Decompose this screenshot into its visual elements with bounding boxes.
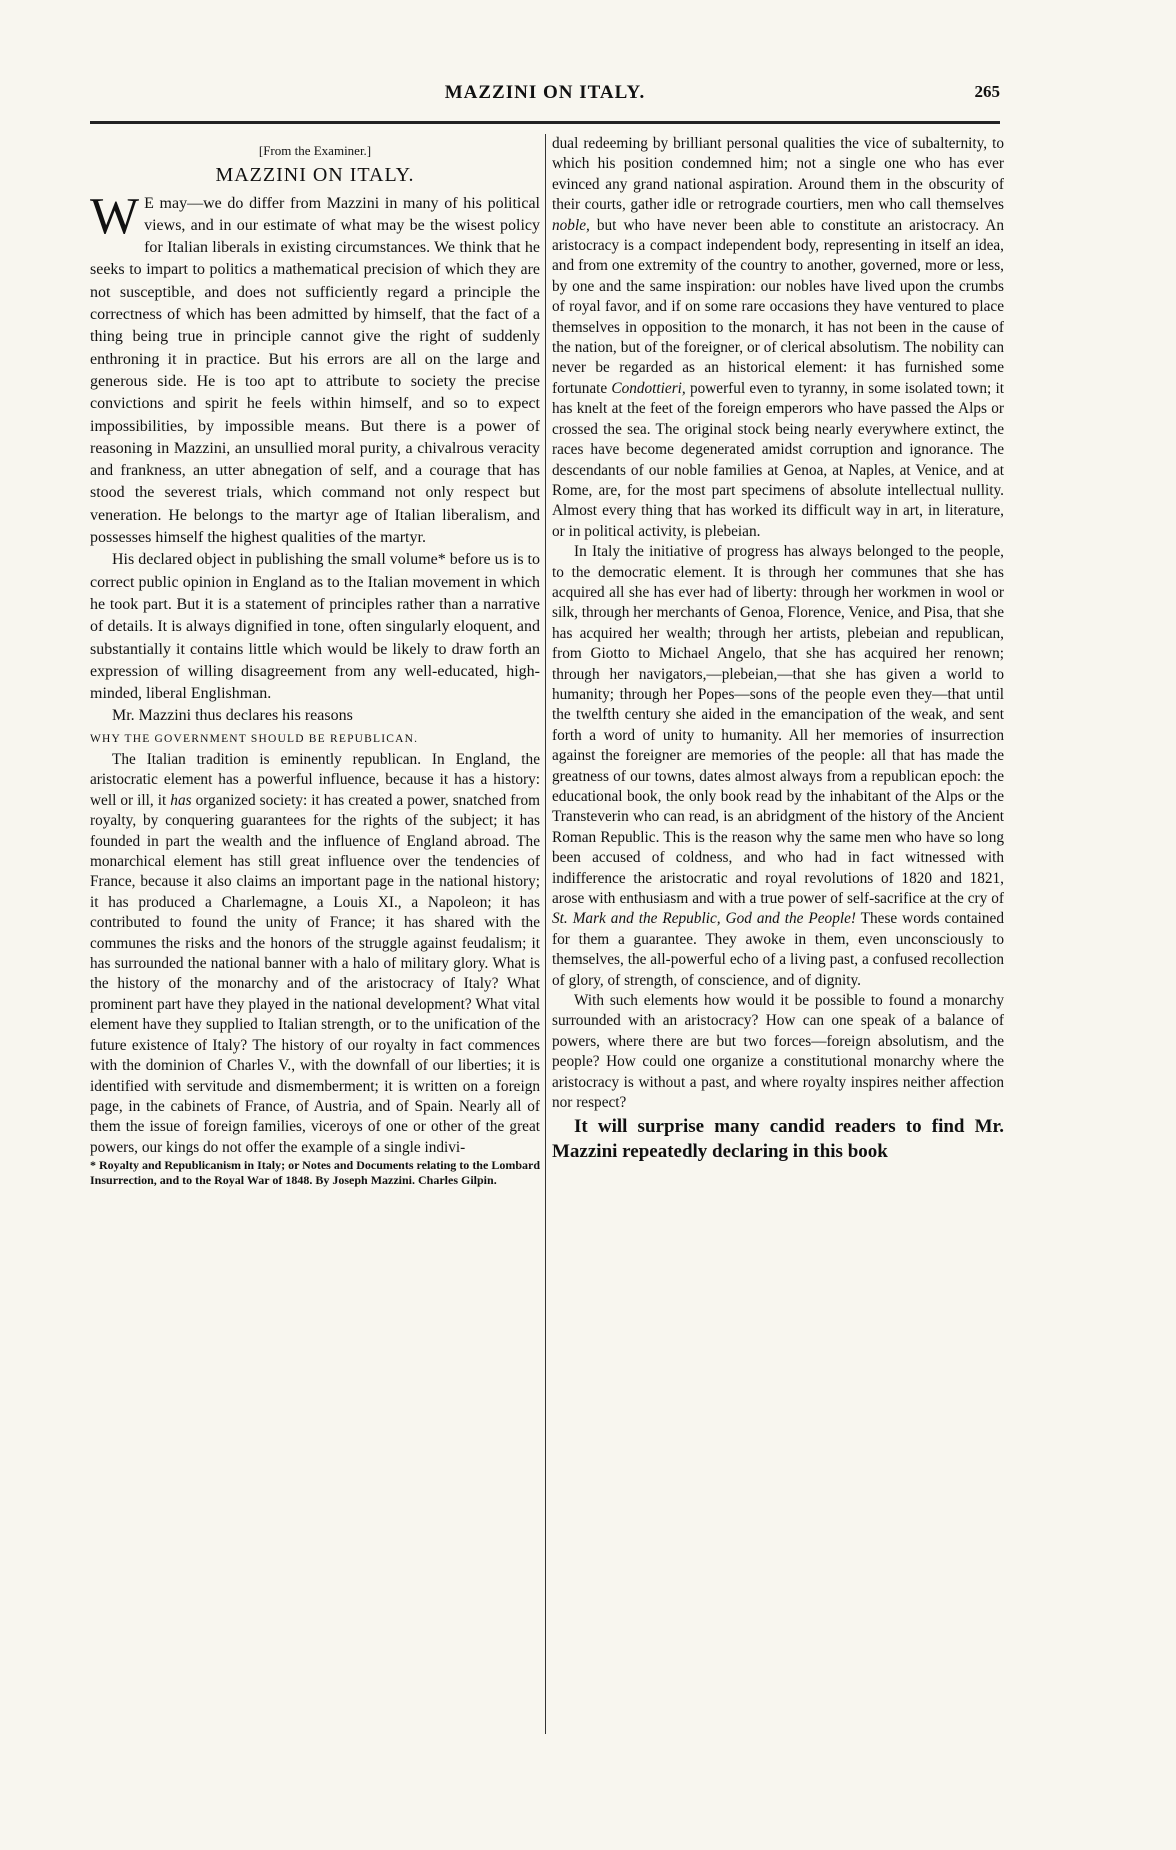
running-title: MAZZINI ON ITALY. xyxy=(444,82,646,103)
left-column xyxy=(90,134,540,1188)
continuation-emphasis-2: Condottieri, xyxy=(611,379,686,397)
quote-2-text-a: In Italy the initiative of progress has always belonged to the people, to the democratic element. It is through her communes that she has acquired all she has ever had of liberty: through her workmen in wool or silk, through her merchants of Genoa, Florence, Venice, and Pisa, that she has acquired her wealth; through her artists, plebeian and republican, from Giotto to Michael Angelo, that she has acquired her renown; through her navigators,—plebeian,—that she has given a world to humanity; through her Popes—sons of the people even they—that until the twelfth century she aided in the emancipation of the weak, and sent forth a word of unity to humanity. All her memories of insurrection against the foreigner are memories of the people: all that has made the greatness of our towns, dates almost always from a republican epoch: the educational book, the only book read by the inhabitant of the Alps or the Transteverin who can read, is an abridgment of the history of the Ancient Roman Republic. This is the reason why the same men who have so long been accused of coldness, and who had in fact witnessed with indifference the aristocratic and royal revolutions of 1820 and 1821, arose with enthusiasm and with a true power of self-sacrifice at the cry of xyxy=(552,543,1004,908)
column-rule xyxy=(545,134,546,1734)
quote-paragraph-1 xyxy=(90,750,540,1158)
quote-continuation xyxy=(552,134,1004,542)
quote-text-a: The Italian tradition is eminently republican. In England, the aristocratic element has a powerful influence, because it has a history: well or ill, it xyxy=(90,751,540,809)
continuation-text-c: powerful even to tyranny, in some isolated town; it has knelt at the feet of the foreign emperors who have passed the Alps or crossed the sea. The original stock being nearly everywhere extinct, the races have become degenerated amidst corruption and ignorance. The descendants of our noble families at Genoa, at Naples, at Venice, and at Rome, are, for the most part specimens of absolute intellectual nullity. Almost every thing that has worked its difficult way in art, in literature, or in political activity, is plebeian. xyxy=(552,379,1004,540)
paragraph-1-text: E may—we do differ from Mazzini in many of his political views, and in our estimate of what may be the wisest policy for Italian liberals in existing circumstances. We think that he seeks to impart to politics a mathematical precision of which they are not susceptible, and does not sufficiently regard a principle the correctness of which has been admitted by himself, that the fact of a thing being true in principle cannot give the right of suddenly enthroning it in practice. But his errors are all on the large and generous side. He is too apt to attribute to society the precise convictions and spirit he feels within himself, and so to expect impossibilities, by impossible means. But there is a power of reasoning in Mazzini, an unsullied moral purity, a chivalrous veracity and frankness, an utter abnegation of self, and a courage that has stood the severest trials, which command not only respect but veneration. He belongs to the martyr age of Italian liberalism, and possesses himself the highest qualities of the martyr. xyxy=(90,194,540,547)
continuation-text-a: dual redeeming by brilliant personal qualities the vice of subalternity, to which his position condemned him; not a single one who has ever evinced any grand national aspiration. Around them in the obscurity of their courts, gather idle or retrograde courtiers, men who call themselves xyxy=(552,135,1004,214)
page-number: 265 xyxy=(974,82,1000,101)
quote-paragraph-2 xyxy=(552,542,1004,991)
paragraph-2: His declared object in publishing the small volume* before us is to correct public opinion in England as to the Italian movement in which he took part. But it is a statement of principles rather than a narrative of details. It is always dignified in tone, often singularly eloquent, and substantially it contains little which would be likely to draw forth an expression of willing disagreement from any well-educated, high-minded, liberal Englishman. xyxy=(90,551,540,703)
paragraph-3: Mr. Mazzini thus declares his reasons xyxy=(112,707,353,725)
article-source: [From the Examiner.] xyxy=(258,143,372,158)
section-subhead: WHY THE GOVERNMENT SHOULD BE REPUBLICAN. xyxy=(90,732,419,745)
header-rule xyxy=(90,121,1000,124)
continuation-emphasis-1: noble, xyxy=(552,216,590,234)
paragraph-1 xyxy=(90,187,540,550)
article-title: MAZZINI ON ITALY. xyxy=(215,164,415,187)
closing-paragraph: It will surprise many candid readers to find Mr. Mazzini repeatedly declaring in this book xyxy=(552,1115,1004,1162)
quote-emphasis: has xyxy=(170,791,192,809)
right-column xyxy=(552,134,1004,1164)
quote-text-b: organized society: it has created a power, snatched from royalty, by conquering guarantees for the rights of the subject; it has founded in part the wealth and the influence of England abroad. The monarchical element has still great influence over the tendencies of France, because it also claims an important page in the national history; it has produced a Charlemagne, a Louis XI., a Napoleon; it has contributed to found the unity of France; it has shared with the communes the risks and the honors of the struggle against feudalism; it has surrounded the national banner with a halo of military glory. What is the history of the monarchy and of the aristocracy of Italy? What prominent part have they played in the national development? What vital element have they supplied to Italian strength, or to the unification of the future existence of Italy? The history of our royalty in fact commences with the dominion of Charles V., with the downfall of our liberties; it is identified with servitude and dismemberment; it is written on a foreign page, in the cabinets of France, of Austria, and of Spain. Nearly all of them the issue of foreign families, viceroys of one or other of the great powers, our kings do not offer the example of a single indivi- xyxy=(90,791,540,1156)
drop-cap: W xyxy=(90,187,140,245)
footnote: * Royalty and Republicanism in Italy; or Notes and Documents relating to the Lombard Insurrection, and to the Royal War of 1848. By Joseph Mazzini. Charles Gilpin. xyxy=(90,1158,540,1188)
quote-2-text-b: These words contained for them a guarantee. They awoke in them, even unconsciously to themselves, the all-powerful echo of a living past, a confused recollection of glory, of strength, of conscience, and of dignity. xyxy=(552,910,1004,989)
quote-paragraph-3: With such elements how would it be possible to found a monarchy surrounded with an aristocracy? How can one speak of a balance of powers, where there are but two forces—foreign absolutism, and the people? How could one organize a constitutional monarchy where the aristocracy is without a past, and where royalty inspires neither affection nor respect? xyxy=(552,992,1004,1112)
continuation-text-b: but who have never been able to constitute an aristocracy. An aristocracy is a compact independent body, representing in itself an idea, and from one extremity of the country to another, governed, more or less, by one and the same inspiration: our nobles have lived upon the crumbs of royal favor, and if on some rare occasions they have ventured to place themselves in opposition to the monarch, it has not been in the cause of the nation, but of the foreigner, or of clerical absolutism. The nobility can never be regarded as an historical element: it has furnished some fortunate xyxy=(552,216,1004,397)
quote-2-emphasis: St. Mark and the Republic, God and the People! xyxy=(552,910,856,928)
running-head xyxy=(90,82,1000,110)
